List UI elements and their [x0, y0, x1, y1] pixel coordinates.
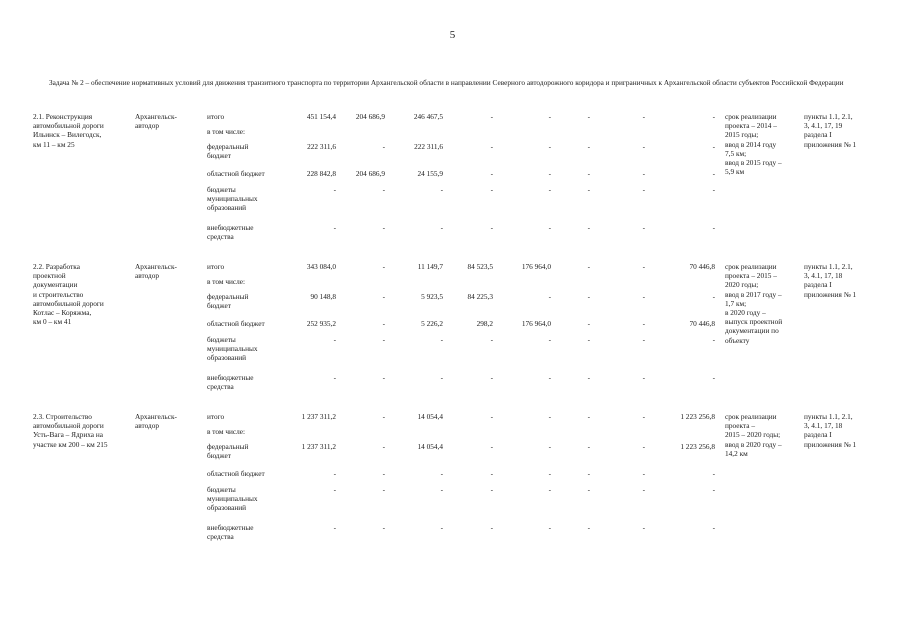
value-col-7: - — [642, 469, 645, 478]
funding-source: в том числе: — [207, 127, 246, 136]
value-col-4: - — [490, 442, 493, 451]
value-col-8: - — [712, 112, 715, 121]
value-col-4: - — [490, 185, 493, 194]
value-col-3: - — [440, 223, 443, 232]
value-col-6: - — [587, 485, 590, 494]
value-col-8: - — [712, 142, 715, 151]
value-col-7: - — [642, 223, 645, 232]
value-col-5: - — [548, 185, 551, 194]
value-col-6: - — [587, 442, 590, 451]
project-points: пункты 1.1, 2.1, 3, 4.1, 17, 19 раздела I приложения № 1 — [804, 112, 857, 149]
value-col-5: - — [548, 335, 551, 344]
value-col-4: - — [490, 112, 493, 121]
value-col-8: 1 223 256,8 — [680, 412, 715, 421]
value-col-8: - — [712, 469, 715, 478]
funding-source: бюджеты муниципальных образований — [207, 185, 258, 213]
project-points: пункты 1.1, 2.1, 3, 4.1, 17, 18 раздела I приложения № 1 — [804, 262, 857, 299]
value-col-4: - — [490, 523, 493, 532]
value-col-2: - — [382, 142, 385, 151]
value-col-4: - — [490, 469, 493, 478]
value-total: 228 842,8 — [306, 169, 336, 178]
value-col-4: - — [490, 373, 493, 382]
value-col-6: - — [587, 142, 590, 151]
funding-source: бюджеты муниципальных образований — [207, 485, 258, 513]
value-col-7: - — [642, 485, 645, 494]
value-col-3: - — [440, 373, 443, 382]
value-total: - — [333, 373, 336, 382]
value-total: - — [333, 335, 336, 344]
value-col-7: - — [642, 335, 645, 344]
value-col-6: - — [587, 412, 590, 421]
funding-source: областной бюджет — [207, 319, 265, 328]
value-col-3: 14 054,4 — [417, 412, 443, 421]
value-col-7: - — [642, 373, 645, 382]
funding-source: внебюджетные средства — [207, 523, 254, 542]
value-col-3: 5 923,5 — [421, 292, 443, 301]
value-col-5: - — [548, 142, 551, 151]
value-col-7: - — [642, 442, 645, 451]
value-total: 343 084,0 — [306, 262, 336, 271]
value-total: - — [333, 485, 336, 494]
value-total: 1 237 311,2 — [301, 412, 336, 421]
funding-source: в том числе: — [207, 427, 246, 436]
value-col-2: - — [382, 262, 385, 271]
funding-source: федеральный бюджет — [207, 292, 249, 311]
value-col-2: - — [382, 335, 385, 344]
value-col-3: 14 054,4 — [417, 442, 443, 451]
value-col-5: - — [548, 442, 551, 451]
project-term: срок реализации проекта – 2014 – 2015 годы; ввод в 2014 году 7,5 км; ввод в 2015 году – 5,9 км — [725, 112, 782, 177]
value-total: - — [333, 185, 336, 194]
value-col-2: 204 686,9 — [355, 169, 385, 178]
value-col-5: - — [548, 523, 551, 532]
value-col-6: - — [587, 469, 590, 478]
funding-source: федеральный бюджет — [207, 442, 249, 461]
value-col-2: - — [382, 523, 385, 532]
funding-source: федеральный бюджет — [207, 142, 249, 161]
value-col-3: - — [440, 335, 443, 344]
value-col-4: 298,2 — [476, 319, 493, 328]
value-col-5: 176 964,0 — [521, 319, 551, 328]
value-col-4: - — [490, 412, 493, 421]
value-col-8: - — [712, 485, 715, 494]
value-col-4: - — [490, 142, 493, 151]
value-col-3: 11 149,7 — [417, 262, 443, 271]
value-col-3: - — [440, 485, 443, 494]
value-col-8: - — [712, 373, 715, 382]
funding-source: итого — [207, 262, 225, 271]
value-col-2: 204 686,9 — [355, 112, 385, 121]
value-col-4: - — [490, 485, 493, 494]
funding-source: внебюджетные средства — [207, 373, 254, 392]
value-col-6: - — [587, 292, 590, 301]
value-col-8: - — [712, 523, 715, 532]
funding-source: в том числе: — [207, 277, 246, 286]
value-col-5: - — [548, 412, 551, 421]
value-col-6: - — [587, 112, 590, 121]
project-points: пункты 1.1, 2.1, 3, 4.1, 17, 18 раздела I приложения № 1 — [804, 412, 857, 449]
value-col-2: - — [382, 292, 385, 301]
value-col-3: 222 311,6 — [414, 142, 443, 151]
value-col-2: - — [382, 223, 385, 232]
value-col-8: 70 446,8 — [689, 262, 715, 271]
value-col-7: - — [642, 262, 645, 271]
value-col-2: - — [382, 469, 385, 478]
value-col-4: - — [490, 223, 493, 232]
value-col-2: - — [382, 442, 385, 451]
value-col-7: - — [642, 292, 645, 301]
project-executor: Архангельск- автодор — [135, 412, 177, 431]
value-col-8: - — [712, 185, 715, 194]
funding-source: бюджеты муниципальных образований — [207, 335, 258, 363]
value-col-3: - — [440, 523, 443, 532]
value-total: 1 237 311,2 — [301, 442, 336, 451]
funding-source: итого — [207, 112, 225, 121]
value-total: - — [333, 223, 336, 232]
value-col-4: - — [490, 169, 493, 178]
value-col-8: - — [712, 169, 715, 178]
value-col-5: - — [548, 223, 551, 232]
value-col-5: - — [548, 485, 551, 494]
value-col-5: - — [548, 373, 551, 382]
value-total: 252 935,2 — [306, 319, 336, 328]
project-executor: Архангельск- автодор — [135, 112, 177, 131]
value-total: 90 148,8 — [310, 292, 336, 301]
value-col-3: 5 226,2 — [421, 319, 443, 328]
value-col-6: - — [587, 373, 590, 382]
value-col-2: - — [382, 412, 385, 421]
value-col-7: - — [642, 169, 645, 178]
value-col-2: - — [382, 185, 385, 194]
value-col-2: - — [382, 485, 385, 494]
value-col-5: - — [548, 112, 551, 121]
value-col-8: 70 446,8 — [689, 319, 715, 328]
funding-source: областной бюджет — [207, 169, 265, 178]
value-total: 222 311,6 — [307, 142, 336, 151]
funding-source: внебюджетные средства — [207, 223, 254, 242]
project-term: срок реализации проекта – 2015 – 2020 годы; ввод в 2017 году – 1,7 км; в 2020 году – выпуск проектной документации по объекту — [725, 262, 783, 345]
value-col-6: - — [587, 169, 590, 178]
value-col-5: - — [548, 292, 551, 301]
value-col-7: - — [642, 319, 645, 328]
task-header: Задача № 2 – обеспечение нормативных условий для движения транзитного транспорта по территории Архангельской области в направлении Северного автодорожного коридора и приграничных к Архангельской области субъектов Российской Федерации — [49, 78, 844, 87]
value-total: 451 154,4 — [306, 112, 336, 121]
value-col-3: - — [440, 185, 443, 194]
value-col-6: - — [587, 319, 590, 328]
value-col-7: - — [642, 523, 645, 532]
value-col-8: - — [712, 223, 715, 232]
funding-source: итого — [207, 412, 225, 421]
value-col-6: - — [587, 335, 590, 344]
value-col-7: - — [642, 185, 645, 194]
value-col-7: - — [642, 112, 645, 121]
value-col-5: 176 964,0 — [521, 262, 551, 271]
value-col-5: - — [548, 169, 551, 178]
value-col-3: 246 467,5 — [413, 112, 443, 121]
value-col-7: - — [642, 142, 645, 151]
value-col-6: - — [587, 523, 590, 532]
value-col-8: - — [712, 335, 715, 344]
value-col-4: 84 225,3 — [467, 292, 493, 301]
value-total: - — [333, 469, 336, 478]
value-col-3: - — [440, 469, 443, 478]
project-name: 2.2. Разработка проектной документации и строительство автомобильной дороги Котлас – Коряжма, км 0 – км 41 — [33, 262, 104, 327]
value-col-3: 24 155,9 — [417, 169, 443, 178]
project-name: 2.1. Реконструкция автомобильной дороги Ильинск – Вилегодск, км 11 – км 25 — [33, 112, 104, 149]
project-executor: Архангельск- автодор — [135, 262, 177, 281]
value-col-6: - — [587, 185, 590, 194]
funding-source: областной бюджет — [207, 469, 265, 478]
page-number: 5 — [449, 29, 456, 41]
project-name: 2.3. Строительство автомобильной дороги Усть-Вага – Ядриха на участке км 200 – км 215 — [33, 412, 108, 449]
value-col-2: - — [382, 373, 385, 382]
value-col-2: - — [382, 319, 385, 328]
value-col-4: 84 523,5 — [467, 262, 493, 271]
value-col-8: 1 223 256,8 — [680, 442, 715, 451]
value-total: - — [333, 523, 336, 532]
value-col-7: - — [642, 412, 645, 421]
value-col-5: - — [548, 469, 551, 478]
value-col-8: - — [712, 292, 715, 301]
project-term: срок реализации проекта – 2015 – 2020 годы; ввод в 2020 году – 14,2 км — [725, 412, 782, 458]
value-col-6: - — [587, 223, 590, 232]
value-col-4: - — [490, 335, 493, 344]
value-col-6: - — [587, 262, 590, 271]
